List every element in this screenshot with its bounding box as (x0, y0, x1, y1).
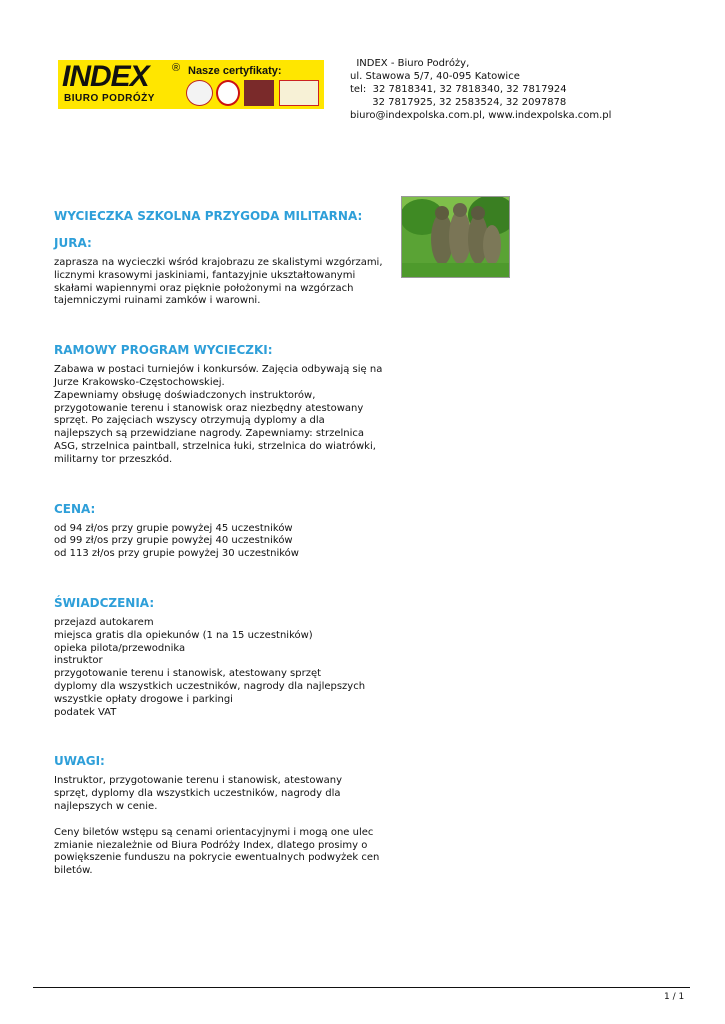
jura-text: zaprasza na wycieczki wśród krajobrazu ze skalistymi wzgórzami, licznymi krasowymi jaskiniami, fantazyjnie ukształtowanymi skałami wapiennymi oraz pięknie położonymi na wzgórzach tajemniczymi ruinami zamków i warowni. (54, 257, 383, 307)
program-text: Zabawa w postaci turniejów i konkursów. Zajęcia odbywają się na Jurze Krakowsko-Częstochowskiej. Zapewniamy obsługę doświadczonych instruktorów, przygotowanie terenu i stanowisk oraz niezbędny atestowany sprzęt. Po zajęciach wszyscy otrzymują dyplomy a dla najlepszych są przewidziane nagrody. Zapewniamy: strzelnica ASG, strzelnica paintball, strzelnica łuki, strzelnica do wiatrówki, militarny tor przeszkód. (54, 364, 383, 465)
logo-subtitle: BIURO PODRÓŻY (64, 93, 155, 104)
logo-text: INDEX (62, 60, 149, 93)
address-line: tel: 32 7818341, 32 7818340, 32 7817924 (350, 84, 567, 95)
registered-mark: ® (172, 62, 181, 74)
benefit-item: wszystkie opłaty drogowe i parkingi (54, 693, 233, 705)
address-line: INDEX - Biuro Podróży, (350, 58, 470, 69)
notes-text: Instruktor, przygotowanie terenu i stanowisk, atestowany sprzęt, dyplomy dla wszystkich uczestników, nagrody dla najlepszych w cenie. (54, 775, 343, 812)
certificate-badge-icon (279, 80, 319, 106)
price-item: od 99 zł/os przy grupie powyżej 40 uczestników (54, 535, 293, 547)
benefit-item: przejazd autokarem (54, 616, 154, 628)
section-heading-benefits: ŚWIADCZENIA: (54, 595, 155, 610)
certificate-badge-icon (216, 80, 240, 106)
page-number: 1 / 1 (664, 992, 685, 1002)
section-heading-jura: JURA: (54, 236, 92, 250)
certificates-label: Nasze certyfikaty: (188, 65, 282, 77)
section-heading-price: CENA: (54, 501, 96, 516)
address-line: biuro@indexpolska.com.pl, www.indexpolska.com.pl (350, 110, 612, 121)
company-address (350, 57, 611, 122)
footer-divider (33, 987, 690, 988)
benefit-item: opieka pilota/przewodnika (54, 642, 186, 654)
benefit-item: przygotowanie terenu i stanowisk, atestowany sprzęt (54, 668, 322, 680)
company-logo (58, 60, 324, 109)
benefit-item: podatek VAT (54, 706, 117, 718)
price-item: od 113 zł/os przy grupie powyżej 30 uczestników (54, 548, 299, 560)
benefit-item: dyplomy dla wszystkich uczestników, nagrody dla najlepszych (54, 680, 366, 692)
certificate-badges (186, 80, 320, 106)
section-heading-program: RAMOWY PROGRAM WYCIECZKI: (54, 343, 273, 358)
certificate-badge-icon (186, 80, 213, 106)
price-list (54, 523, 389, 561)
address-line: ul. Stawowa 5/7, 40-095 Katowice (350, 71, 520, 82)
benefit-item: instruktor (54, 655, 103, 667)
notes-text: Ceny biletów wstępu są cenami orientacyjnymi i mogą one ulec zmianie niezależnie od Biura Podróży Index, dlatego prosimy o powiększenie funduszu na pokrycie ewentualnych podwyżek cen biletów. (54, 826, 380, 877)
price-item: od 94 zł/os przy grupie powyżej 45 uczestników (54, 522, 293, 534)
benefits-list (54, 617, 389, 719)
address-line: 32 7817925, 32 2583524, 32 2097878 (350, 97, 567, 108)
page-title: WYCIECZKA SZKOLNA PRZYGODA MILITARNA: (54, 209, 363, 223)
certificate-badge-icon (244, 80, 274, 106)
section-heading-notes: UWAGI: (54, 754, 105, 769)
trip-description (54, 209, 389, 878)
trip-photo (401, 196, 510, 278)
benefit-item: miejsca gratis dla opiekunów (1 na 15 uczestników) (54, 629, 313, 641)
